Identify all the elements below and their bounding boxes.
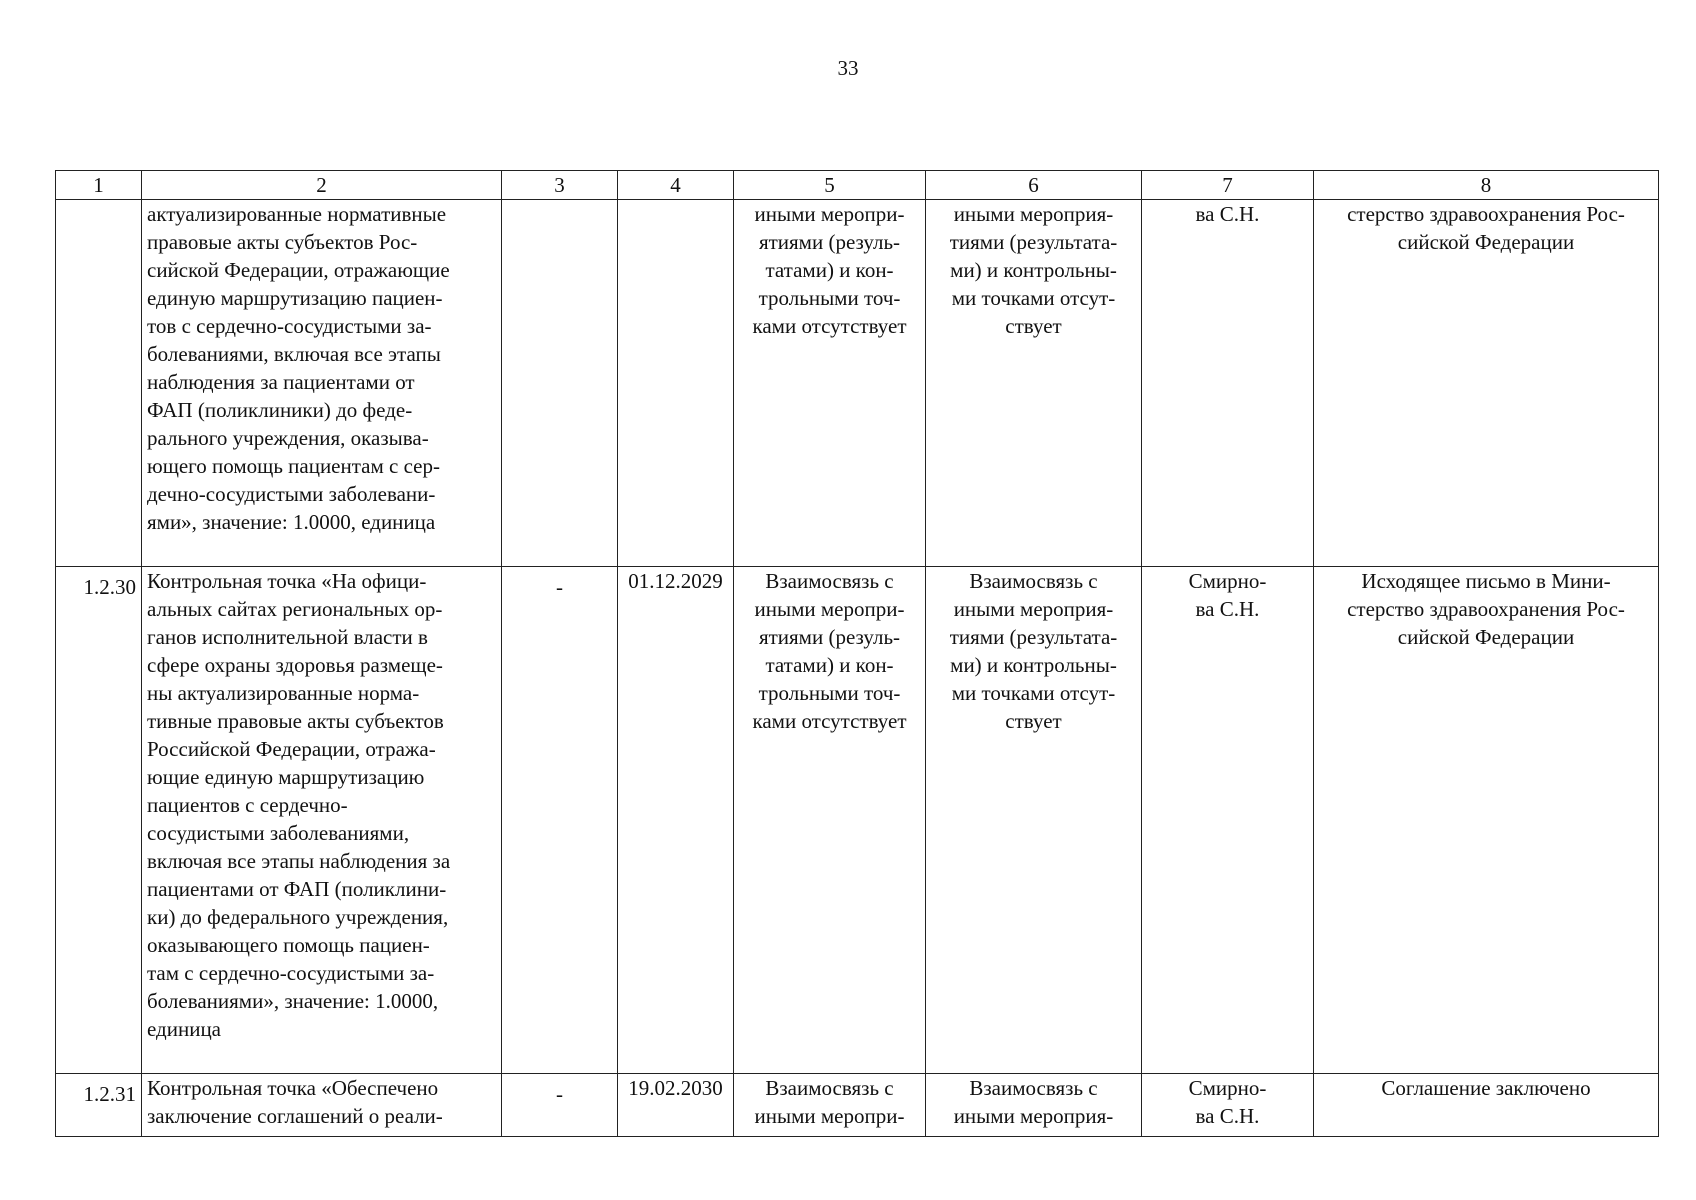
- cell-description-line: рального учреждения, оказыва-: [147, 426, 429, 450]
- cell-relation-results-line: ми) и контрольны-: [950, 653, 1117, 677]
- cell-relation-events-line: трольными точ-: [758, 681, 901, 705]
- cell-responsible-line: ва С.Н.: [1195, 1104, 1260, 1128]
- cell-relation-results-line: иными мероприя-: [953, 202, 1114, 226]
- cell-date: 01.12.2029: [618, 567, 734, 1074]
- cell-relation-results: [926, 567, 1142, 1074]
- cell-description-line: болеваниями, включая все этапы: [147, 342, 441, 366]
- cell-description-line: сийской Федерации, отражающие: [147, 258, 450, 282]
- cell-description-line: ющего помощь пациентам с сер-: [147, 454, 440, 478]
- cell-relation-results-line: тиями (результата-: [949, 625, 1118, 649]
- cell-relation-results-line: ми точками отсут-: [951, 681, 1116, 705]
- cell-document-line: стерство здравоохранения Рос-: [1347, 202, 1625, 226]
- cell-description-line: ны актуализированные норма-: [147, 681, 420, 705]
- cell-description-line: ганов исполнительной власти в: [147, 625, 428, 649]
- cell-relation-results: [926, 200, 1142, 567]
- header-col-6: 6: [926, 171, 1142, 200]
- cell-description-line: актуализированные нормативные: [147, 202, 447, 226]
- cell-responsible-line: ва С.Н.: [1195, 597, 1260, 621]
- cell-document-line: сийской Федерации: [1397, 625, 1575, 649]
- cell-relation-results-line: Взаимосвязь с: [969, 1076, 1098, 1100]
- cell-relation-results-line: иными мероприя-: [953, 1104, 1114, 1128]
- header-col-8: 8: [1314, 171, 1659, 200]
- cell-responsible: [1142, 200, 1314, 567]
- cell-description-line: ющие единую маршрутизацию: [147, 765, 425, 789]
- cell-description-line: Российской Федерации, отража-: [147, 737, 436, 761]
- header-col-2: 2: [142, 171, 502, 200]
- cell-description-line: альных сайтах региональных ор-: [147, 597, 443, 621]
- cell-description: [142, 567, 502, 1074]
- cell-relation-events-line: ками отсутствует: [752, 314, 907, 338]
- cell-relation-events-line: Взаимосвязь с: [765, 1076, 894, 1100]
- cell-description-line: сфере охраны здоровья размеще-: [147, 653, 443, 677]
- cell-description-line: тивные правовые акты субъектов: [147, 709, 444, 733]
- cell-document-line: Соглашение заключено: [1381, 1076, 1591, 1100]
- cell-description-line: болеваниями», значение: 1.0000,: [147, 989, 439, 1013]
- cell-description-line: пациентов с сердечно-: [147, 793, 348, 817]
- header-col-7: 7: [1142, 171, 1314, 200]
- header-col-5: 5: [734, 171, 926, 200]
- cell-relation-results-line: ствует: [1005, 709, 1062, 733]
- cell-relation-events-line: Взаимосвязь с: [765, 569, 894, 593]
- cell-relation-events: [734, 200, 926, 567]
- cell-description-line: сосудистыми заболеваниями,: [147, 821, 410, 845]
- header-col-1: 1: [56, 171, 142, 200]
- cell-number: 1.2.30: [56, 567, 142, 1074]
- header-col-3: 3: [502, 171, 618, 200]
- cell-relation-results-line: ми точками отсут-: [951, 286, 1116, 310]
- cell-relation-results-line: тиями (результата-: [949, 230, 1118, 254]
- cell-relation-events-line: ками отсутствует: [752, 709, 907, 733]
- cell-description: [142, 200, 502, 567]
- page-number: 33: [837, 56, 859, 80]
- table-row: [56, 1074, 1659, 1137]
- cell-relation-results-line: ми) и контрольны-: [950, 258, 1117, 282]
- cell-col3: -: [502, 567, 618, 1074]
- cell-description: [142, 1074, 502, 1137]
- cell-relation-results-line: ствует: [1005, 314, 1062, 338]
- cell-relation-events: [734, 1074, 926, 1137]
- table-row: [56, 567, 1659, 1074]
- cell-description-line: заключение соглашений о реали-: [147, 1104, 443, 1128]
- cell-description-line: наблюдения за пациентами от: [147, 370, 415, 394]
- cell-document: [1314, 567, 1659, 1074]
- cell-responsible-line: Смирно-: [1188, 569, 1267, 593]
- cell-description-line: там с сердечно-сосудистыми за-: [147, 961, 435, 985]
- cell-document-line: Исходящее письмо в Мини-: [1361, 569, 1611, 593]
- cell-description-line: единица: [147, 1017, 222, 1041]
- cell-description-line: ФАП (поликлиники) до феде-: [147, 398, 413, 422]
- cell-relation-events-line: татами) и кон-: [765, 258, 894, 282]
- cell-description-line: пациентами от ФАП (поликлини-: [147, 877, 447, 901]
- cell-document-line: стерство здравоохранения Рос-: [1347, 597, 1625, 621]
- cell-relation-events-line: иными меропри-: [754, 1104, 905, 1128]
- cell-relation-events-line: татами) и кон-: [765, 653, 894, 677]
- cell-responsible: [1142, 1074, 1314, 1137]
- cell-col3: -: [502, 1074, 618, 1137]
- cell-relation-events-line: иными меропри-: [754, 597, 905, 621]
- table-row: [56, 200, 1659, 567]
- cell-description-line: оказывающего помощь пациен-: [147, 933, 430, 957]
- cell-description-line: включая все этапы наблюдения за: [147, 849, 451, 873]
- cell-description-line: тов с сердечно-сосудистыми за-: [147, 314, 432, 338]
- cell-relation-events-line: трольными точ-: [758, 286, 901, 310]
- cell-relation-events-line: ятиями (резуль-: [758, 625, 901, 649]
- cell-description-line: единую маршрутизацию пациен-: [147, 286, 443, 310]
- cell-relation-events-line: ятиями (резуль-: [758, 230, 901, 254]
- cell-date: [618, 200, 734, 567]
- cell-date: 19.02.2030: [618, 1074, 734, 1137]
- cell-description-line: правовые акты субъектов Рос-: [147, 230, 418, 254]
- cell-document: [1314, 1074, 1659, 1137]
- cell-responsible-line: Смирно-: [1188, 1076, 1267, 1100]
- header-col-4: 4: [618, 171, 734, 200]
- cell-description-line: ями», значение: 1.0000, единица: [147, 510, 436, 534]
- cell-col3: [502, 200, 618, 567]
- table-header-row: [56, 171, 1659, 200]
- plan-table: [55, 170, 1659, 1137]
- cell-description-line: Контрольная точка «Обеспечено: [147, 1076, 439, 1100]
- cell-document: [1314, 200, 1659, 567]
- cell-description-line: дечно-сосудистыми заболевани-: [147, 482, 436, 506]
- cell-number: 1.2.31: [56, 1074, 142, 1137]
- cell-relation-results-line: Взаимосвязь с: [969, 569, 1098, 593]
- cell-document-line: сийской Федерации: [1397, 230, 1575, 254]
- cell-description-line: ки) до федерального учреждения,: [147, 905, 449, 929]
- cell-relation-results-line: иными мероприя-: [953, 597, 1114, 621]
- cell-relation-events: [734, 567, 926, 1074]
- cell-description-line: Контрольная точка «На офици-: [147, 569, 427, 593]
- cell-responsible: [1142, 567, 1314, 1074]
- cell-relation-results: [926, 1074, 1142, 1137]
- cell-relation-events-line: иными меропри-: [754, 202, 905, 226]
- cell-number: [56, 200, 142, 567]
- cell-responsible-line: ва С.Н.: [1195, 202, 1260, 226]
